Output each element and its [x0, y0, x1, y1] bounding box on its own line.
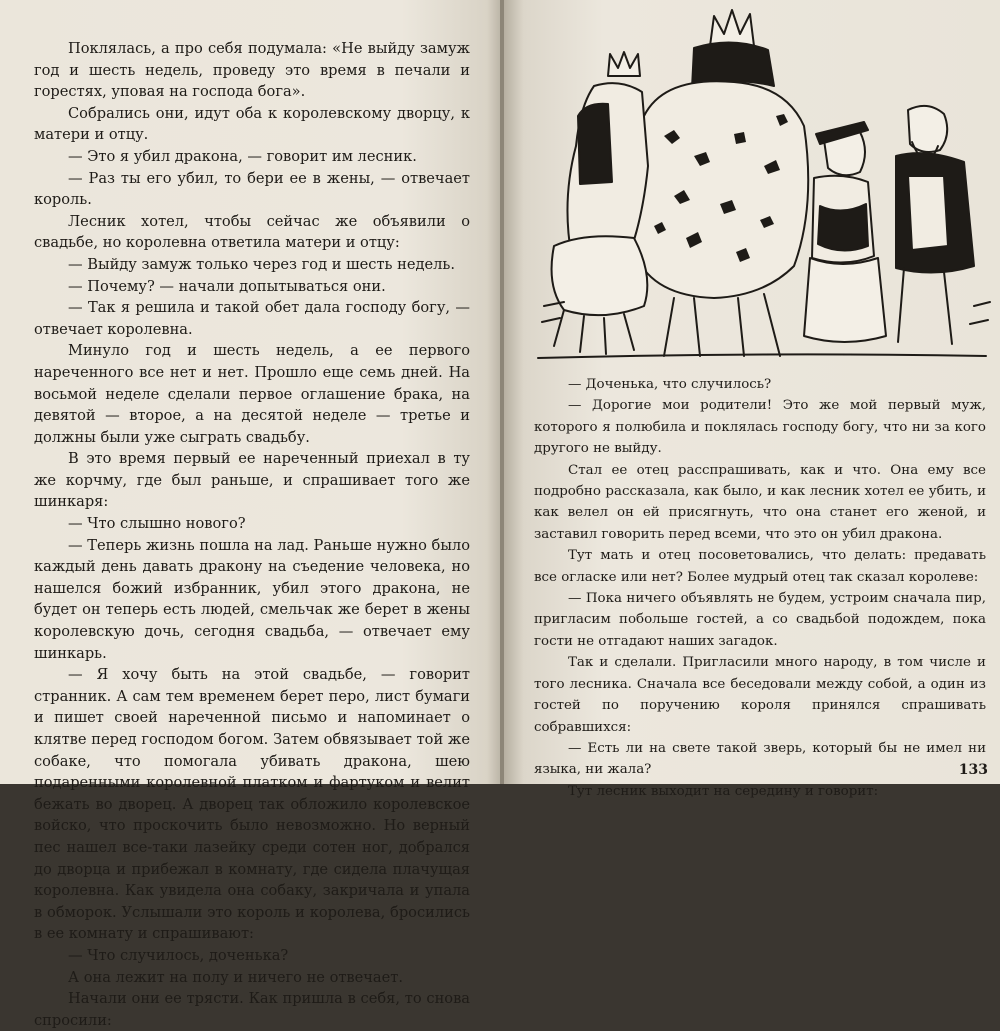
left-page-text [34, 38, 470, 1031]
left-page-paragraph: — Выйду замуж только через год и шесть недель. [68, 255, 455, 273]
left-page-paragraph: — Почему? — начали допытываться они. [68, 277, 386, 295]
left-page-paragraph: — Раз ты его убил, то бери ее в жены, — отвечает король. [34, 169, 470, 209]
left-page-paragraph: — Это я убил дракона, — говорит им лесник. [68, 147, 417, 165]
right-page-paragraph: — Есть ли на свете такой зверь, который бы не имел ни языка, ни жала? [534, 740, 986, 778]
left-page-paragraph: Начали они ее трясти. Как пришла в себя, то снова спросили: [34, 990, 470, 1029]
king-queen-illustration [524, 6, 994, 366]
left-page-paragraph: Минуло год и шесть недель, а ее первого нареченного все нет и нет. Прошло еще семь дней. На восьмой неделе сделали первое оглашение брака, на девятой — второе, а на десятой неделе — третье и должны были уже сыграть свадьбу. [34, 342, 470, 446]
right-page-paragraph: Так и сделали. Пригласили много народу, в том числе и того лесника. Сначала все беседовали между собой, а один из гостей по поручению короля принялся спрашивать собравшихся: [534, 655, 986, 735]
left-page-paragraph: Поклялась, а про себя подумала: «Не выйду замуж год и шесть недель, проведу это время в печали и горестях, уповая на господа бога». [34, 40, 470, 101]
right-page-paragraph: — Пока ничего объявлять не будем, устроим сначала пир, пригласим побольше гостей, а со свадьбой подождем, пока гости не отгадают наших загадок. [534, 591, 986, 649]
left-page-paragraph: — Что слышно нового? [68, 515, 246, 533]
left-page-paragraph: А она лежит на полу и ничего не отвечает. [68, 968, 403, 986]
page-number: 133 [958, 762, 988, 778]
right-page-paragraph: Тут лесник выходит на середину и говорит: [568, 783, 879, 799]
right-page-paragraph: Стал ее отец расспрашивать, как и что. Она ему все подробно рассказала, как было, и как лесник хотел ее убить, и как велел он ей присягнуть, что она станет его женой, и заставил говорить перед всеми, что это он убил дракона. [534, 462, 986, 542]
left-page-paragraph: Лесник хотел, чтобы сейчас же объявили о свадьбе, но королевна ответила матери и отцу: [34, 212, 470, 252]
right-page-paragraph: Тут мать и отец посоветовались, что делать: предавать все огласке или нет? Более мудрый отец так сказал королеве: [534, 548, 986, 585]
left-page-paragraph: — Так я решила и такой обет дала господу богу, — отвечает королевна. [34, 299, 470, 338]
left-page-paragraph: — Что случилось, доченька? [68, 946, 289, 964]
right-page [504, 0, 1000, 799]
right-page-text [534, 374, 986, 802]
left-page-paragraph: Собрались они, идут оба к королевскому дворцу, к матери и отцу. [34, 104, 470, 144]
left-page-paragraph: — Я хочу быть на этой свадьбе, — говорит странник. А сам тем временем берет перо, лист бумаги и пишет своей нареченной письмо и напоминает о клятве перед господом богом. Затем обвязывает той же собаке, что помогала убивать дракона, шею подаренными королевной платком и фартуком и велит бежать во дворец. А дворец так обложило королевское войско, что проскочить было невозможно. Но верный пес нашел все-таки лазейку среди сотен ног, добрался до дворца и прибежал в комнату, где сидела плачущая королевна. Как увидела она собаку, закричала и упала в обморок. Услышали это король и королева, бросились в ее комнату и спрашивают: [34, 666, 470, 943]
left-page-paragraph: — Теперь жизнь пошла на лад. Раньше нужно было каждый день давать дракону на съедение человека, но нашелся божий избранник, убил этого дракона, не будет он теперь есть людей, смельчак же берет в жены королевскую дочь, сегодня свадьба, — отвечает ему шинкарь. [34, 536, 470, 662]
right-page-paragraph: — Доченька, что случилось? [568, 377, 772, 392]
left-page-paragraph: В это время первый ее нареченный приехал в ту же корчму, где был раньше, и спрашивает того же шинкаря: [34, 450, 470, 511]
right-page-paragraph: — Дорогие мои родители! Это же мой первый муж, которого я полюбила и поклялась господу богу, что ни за кого другого не выйду. [534, 398, 986, 457]
